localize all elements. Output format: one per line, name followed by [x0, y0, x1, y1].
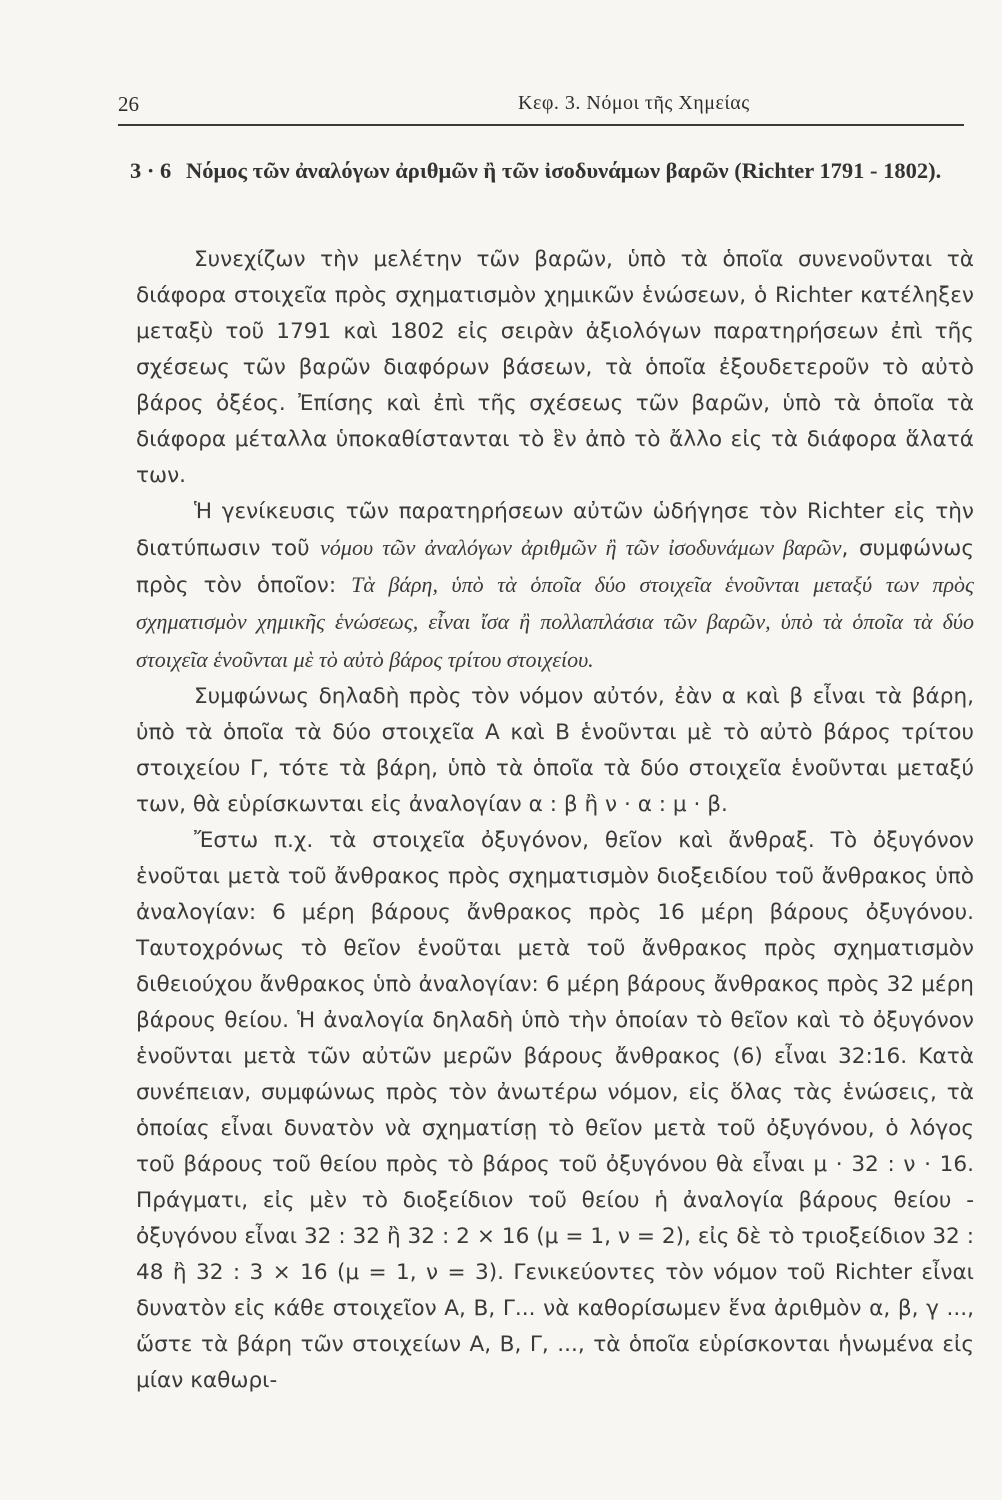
law-name: νόμου τῶν ἀναλόγων ἀριθμῶν ἢ τῶν ἰσοδυνάμων βαρῶν	[320, 535, 842, 561]
paragraph-2-middle: , συμφώνως πρὸς τὸν ὁποῖον:	[136, 536, 975, 599]
law-statement: Τὰ βάρη, ὑπὸ τὰ ὁποῖα δύο στοιχεῖα ἑνοῦνται μεταξύ των πρὸς σχηματισμὸν χημικῆς ἑνώσεως, εἶναι ἴσα ἢ πολλαπλάσια τῶν βαρῶν, ὑπὸ τὰ ὁποῖα τὰ δύο στοιχεῖα ἑνοῦνται μὲ τὸ αὐτὸ βάρος τρίτου στοιχείου.	[136, 572, 974, 672]
section-title: Νόμος τῶν ἀναλόγων ἀριθμῶν ἢ τῶν ἰσοδυνάμων βαρῶν (Richter 1791 - 1802).	[186, 158, 942, 183]
paragraph-1: Συνεχίζων τὴν μελέτην τῶν βαρῶν, ὑπὸ τὰ ὁποῖα συνενοῦνται τὰ διάφορα στοιχεῖα πρὸς σχηματισμὸν χημικῶν ἑνώσεων, ὁ Richter κατέληξεν μεταξὺ τοῦ 1791 καὶ 1802 εἰς σειρὰν ἀξιολόγων παρατηρήσεων ἐπὶ τῆς σχέσεως τῶν βαρῶν διαφόρων βάσεων, τὰ ὁποῖα ἐξουδετεροῦν τὸ αὐτὸ βάρος ὀξέος. Ἐπίσης καὶ ἐπὶ τῆς σχέσεως τῶν βαρῶν, ὑπὸ τὰ ὁποῖα τὰ διάφορα μέταλλα ὑποκαθίστανται τὸ ἓν ἀπὸ τὸ ἄλλο εἰς τὰ διάφορα ἅλατά των.	[136, 247, 974, 489]
paragraph-3: Συμφώνως δηλαδὴ πρὸς τὸν νόμον αὐτόν, ἐὰν α καὶ β εἶναι τὰ βάρη, ὑπὸ τὰ ὁποῖα τὰ δύο στοιχεῖα Α καὶ Β ἑνοῦνται μὲ τὸ αὐτὸ βάρος τρίτου στοιχείου Γ, τότε τὰ βάρη, ὑπὸ τὰ ὁποῖα τὰ δύο στοιχεῖα ἑνοῦνται μεταξύ των, θὰ εὑρίσκωνται εἰς ἀναλογίαν α : β ἢ ν · α : μ · β.	[136, 683, 974, 817]
paragraph-4: Ἔστω π.χ. τὰ στοιχεῖα ὀξυγόνον, θεῖον καὶ ἄνθραξ. Τὸ ὀξυγόνον ἑνοῦται μετὰ τοῦ ἄνθρακος πρὸς σχηματισμὸν διοξειδίου τοῦ ἄνθρακος ὑπὸ ἀναλογίαν: 6 μέρη βάρους ἄνθρακος πρὸς 16 μέρη βάρους ὀξυγόνου. Ταυτοχρόνως τὸ θεῖον ἑνοῦται μετὰ τοῦ ἄνθρακος πρὸς σχηματισμὸν διθειούχου ἄνθρακος ὑπὸ ἀναλογίαν: 6 μέρη βάρους ἄνθρακος πρὸς 32 μέρη βάρους θείου. Ἡ ἀναλογία δηλαδὴ ὑπὸ τὴν ὁποίαν τὸ θεῖον καὶ τὸ ὀξυγόνον ἑνοῦνται μετὰ τῶν αὐτῶν μερῶν βάρους ἄνθρακος (6) εἶναι 32:16. Κατὰ συνέπειαν, συμφώνως πρὸς τὸν ἀνωτέρω νόμον, εἰς ὅλας τὰς ἑνώσεις, τὰ ὁποίας εἶναι δυνατὸν νὰ σχηματίσῃ τὸ θεῖον μετὰ τοῦ ὀξυγόνου, ὁ λόγος τοῦ βάρους τοῦ θείου πρὸς τὸ βάρος τοῦ ὀξυγόνου θὰ εἶναι μ · 32 : ν · 16. Πράγματι, εἰς μὲν τὸ διοξείδιον τοῦ θείου ἡ ἀναλογία βάρους θείου - ὀξυγόνου εἶναι 32 : 32 ἢ 32 : 2 × 16 (μ = 1, ν = 2), εἰς δὲ τὸ τριοξείδιον 32 : 48 ἢ 32 : 3 × 16 (μ = 1, ν = 3). Γενικεύοντες τὸν νόμον τοῦ Richter εἶναι δυνατὸν εἰς κάθε στοιχεῖον Α, Β, Γ... νὰ καθορίσωμεν ἕνα ἀριθμὸν α, β, γ ..., ὥστε τὰ βάρη τῶν στοιχείων Α, Β, Γ, ..., τὰ ὁποῖα εὑρίσκονται ἡνωμένα εἰς μίαν καθωρι-	[136, 827, 974, 1394]
running-title: Κεφ. 3. Νόμοι τῆς Χημείας	[518, 92, 750, 114]
section-heading	[130, 156, 976, 186]
section-number: 3 · 6	[130, 158, 172, 183]
paragraph-2	[136, 494, 974, 678]
body-text	[136, 242, 974, 1400]
paragraph-2-intro: Ἡ γενίκευσις τῶν παρατηρήσεων αὐτῶν ὡδήγησε τὸν Richter εἰς τὴν διατύπωσιν τοῦ	[136, 499, 974, 562]
page-number: 26	[118, 92, 139, 116]
page-header	[118, 92, 964, 126]
